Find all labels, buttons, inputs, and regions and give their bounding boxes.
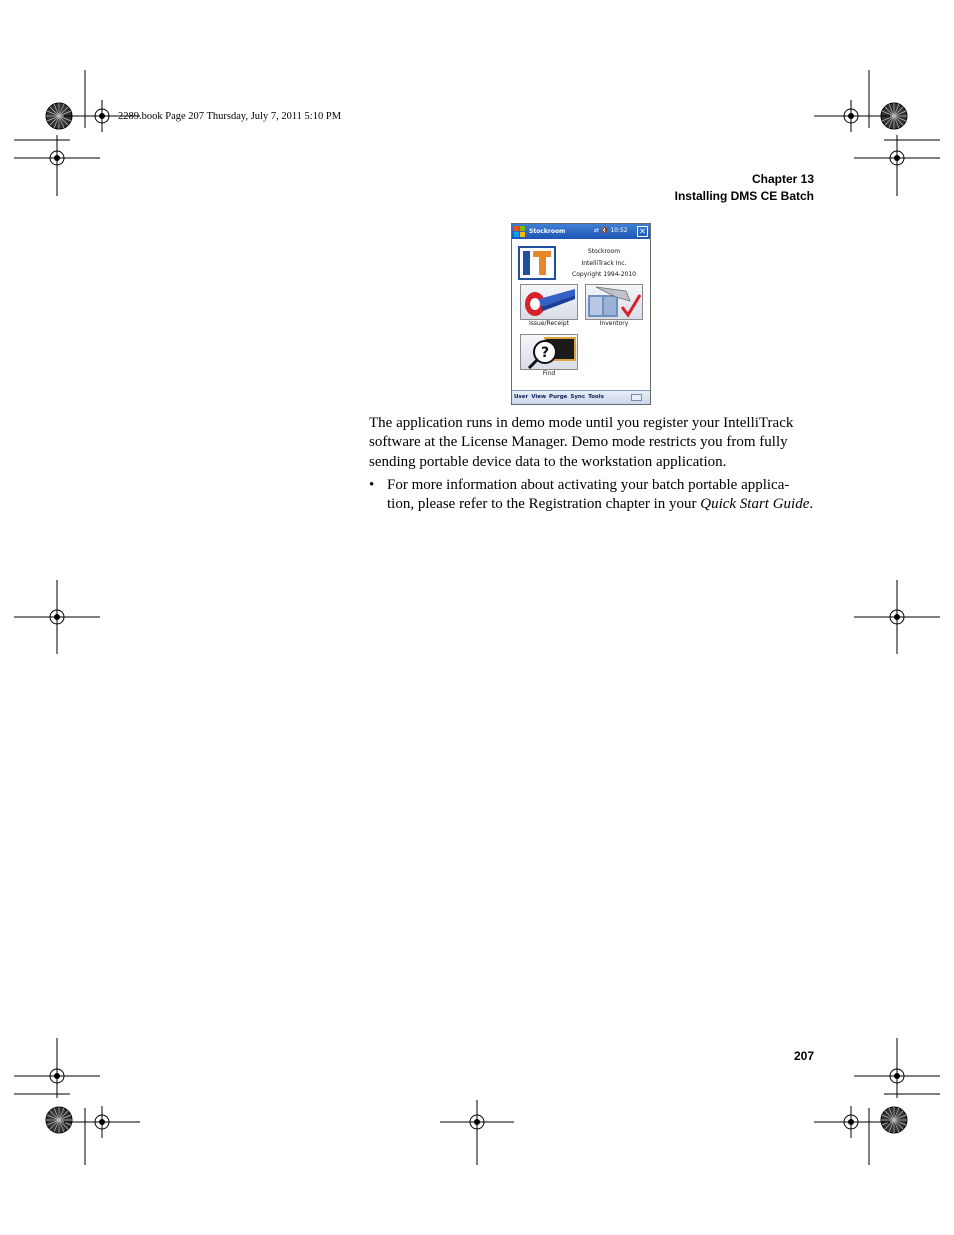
inventory-label: Inventory bbox=[599, 320, 629, 327]
status-icons: ⇄ 🔇 10:52 bbox=[594, 227, 628, 234]
windows-start-icon[interactable] bbox=[514, 226, 525, 237]
inventory-icon bbox=[586, 285, 642, 319]
bullet-text-start: For more information about activating your batch portable applica-tion, please refer to the Registration chapter in your bbox=[387, 477, 790, 513]
bullet-text bbox=[387, 476, 815, 515]
page-number: 207 bbox=[793, 1049, 814, 1063]
menu-user[interactable]: User bbox=[514, 394, 529, 400]
svg-text:?: ? bbox=[540, 345, 550, 361]
menu-view[interactable]: View bbox=[531, 394, 547, 400]
issue-receipt-icon bbox=[521, 285, 577, 319]
print-info: 2289.book Page 207 Thursday, July 7, 2011 5:10 PM bbox=[118, 111, 342, 122]
running-header bbox=[675, 171, 814, 205]
copyright: Copyright 1994-2010 bbox=[572, 271, 636, 278]
close-icon[interactable]: ✕ bbox=[637, 226, 648, 237]
body-paragraph: The application runs in demo mode until you register your IntelliTrack software at the License Manager. Demo mode restricts you from fully sending portable device data to the workstation application. bbox=[369, 415, 794, 470]
chapter-title: Installing DMS CE Batch bbox=[674, 189, 814, 203]
quick-start-guide-title: Quick Start Guide bbox=[700, 496, 810, 513]
company-name: IntelliTrack Inc. bbox=[581, 259, 627, 267]
device-menubar bbox=[512, 390, 650, 404]
menu-tools[interactable]: Tools bbox=[588, 394, 604, 400]
issue-receipt-tile[interactable] bbox=[520, 284, 578, 320]
chapter-number: Chapter 13 bbox=[751, 172, 814, 186]
device-titlebar bbox=[512, 224, 650, 239]
device-screenshot bbox=[511, 223, 651, 405]
keyboard-icon[interactable] bbox=[631, 394, 642, 401]
find-label: Find bbox=[542, 370, 556, 377]
bullet-text-end: . bbox=[809, 496, 814, 513]
find-icon bbox=[521, 335, 577, 369]
bullet-mark: • bbox=[369, 477, 375, 493]
device-window-title: Stockroom bbox=[529, 228, 566, 235]
inventory-tile[interactable] bbox=[585, 284, 643, 320]
issue-receipt-label: Issue/Receipt bbox=[529, 320, 569, 327]
intellitrack-logo-icon bbox=[518, 246, 556, 280]
find-tile[interactable] bbox=[520, 334, 578, 370]
app-name: Stockroom bbox=[587, 248, 621, 255]
menu-sync[interactable]: Sync bbox=[570, 394, 586, 400]
app-info bbox=[560, 246, 648, 281]
menu-purge[interactable]: Purge bbox=[549, 394, 568, 400]
